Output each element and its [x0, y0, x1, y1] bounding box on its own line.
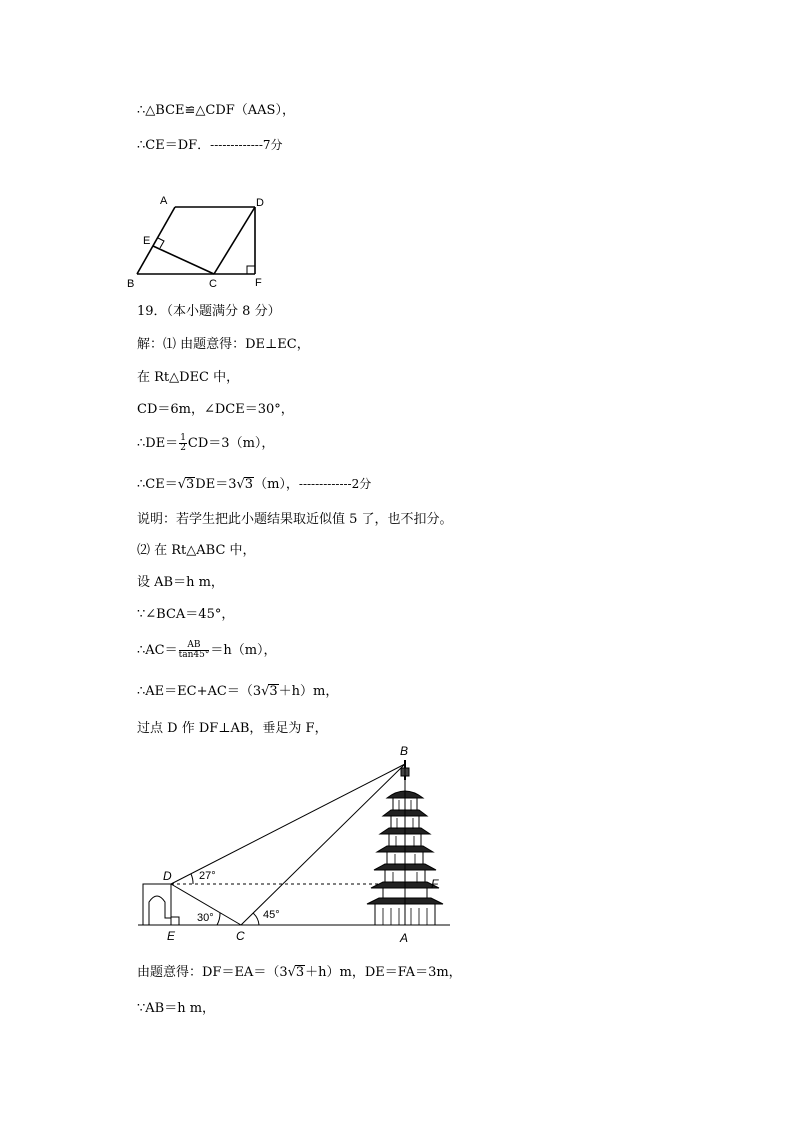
label-c: C: [209, 278, 217, 290]
label-a: A: [160, 195, 168, 207]
score-mark: -------------2分: [298, 477, 372, 491]
line-db: [171, 764, 405, 884]
text-line-ab-h: ∵AB＝h m，: [137, 1001, 216, 1016]
text-line-cd: CD＝6m，∠DCE＝30°，: [137, 402, 294, 417]
fraction-ab-tan45: $\frac{AB}{\tan 45^\circ}$: [178, 640, 210, 660]
label-d: D: [256, 197, 264, 209]
label-f: F: [431, 877, 439, 891]
text-line-bca: ∵∠BCA＝45°，: [137, 607, 235, 622]
label-e: E: [143, 235, 151, 247]
arc-30: [217, 913, 220, 925]
text-line-ac: ∴AC＝ $\frac{AB}{\tan 45^\circ}$ ＝h（m），: [137, 640, 277, 660]
text-line-set-ab: 设 AB＝h m，: [137, 575, 224, 590]
angle-label-30: 30°: [197, 912, 214, 924]
text-line-ce: ∴CE＝√3DE＝3√3（m），-------------2分: [137, 477, 372, 492]
edge-ec: [153, 246, 214, 274]
radical-sign: √: [287, 965, 296, 980]
parallelogram-figure: [125, 192, 285, 292]
platform-outline: [143, 884, 171, 925]
radical-sign: √: [177, 477, 187, 492]
right-angle-f: [247, 266, 255, 274]
text-line-df-perp: 过点 D 作 DF⊥AB，垂足为 F，: [137, 721, 328, 736]
score-mark: -------------7分: [210, 138, 283, 152]
right-angle-e: [158, 238, 164, 248]
radical-sign: √: [236, 477, 245, 492]
problem-heading: 19．（本小题满分 8 分）: [137, 304, 281, 319]
arc-45: [253, 913, 259, 925]
fraction-half: $\frac{1}{2}$: [180, 433, 186, 453]
text-line-given: 解：⑴ 由题意得：DE⊥EC，: [137, 337, 310, 352]
label-c: C: [236, 929, 245, 943]
label-a: A: [400, 931, 409, 945]
pagoda-tower: [367, 760, 443, 925]
text-line-part2: ⑵ 在 Rt△ABC 中，: [137, 543, 256, 558]
platform-arch: [149, 896, 171, 925]
note-line: 说明：若学生把此小题结果取近似值 5 了，也不扣分。: [137, 512, 453, 527]
text-line-ce-df: ∴CE＝DF．-------------7分: [137, 138, 283, 153]
label-d: D: [163, 869, 172, 883]
right-angle-e: [171, 917, 179, 925]
radical-sign: √: [261, 684, 270, 699]
arc-27: [191, 874, 193, 884]
label-e: E: [167, 929, 176, 943]
angle-label-27: 27°: [199, 870, 216, 882]
label-f: F: [255, 277, 262, 289]
label-b: B: [400, 744, 409, 758]
edge-dc: [214, 207, 255, 274]
pagoda-figure: [135, 740, 455, 945]
text-line-ae: ∴AE＝EC+AC＝（3√3＋h）m，: [137, 684, 339, 699]
angle-label-45: 45°: [263, 909, 280, 921]
text-line-congruent: ∴△BCE≌△CDF（AAS），: [137, 103, 295, 118]
text-line-de: ∴DE＝ $\frac{1}{2}$ CD＝3（m），: [137, 433, 275, 453]
label-b: B: [127, 278, 135, 290]
text-line-df-ea: 由题意得：DF＝EA＝（3√3＋h）m，DE＝FA＝3m，: [137, 965, 462, 980]
text-line-rt-dec: 在 Rt△DEC 中，: [137, 370, 240, 385]
